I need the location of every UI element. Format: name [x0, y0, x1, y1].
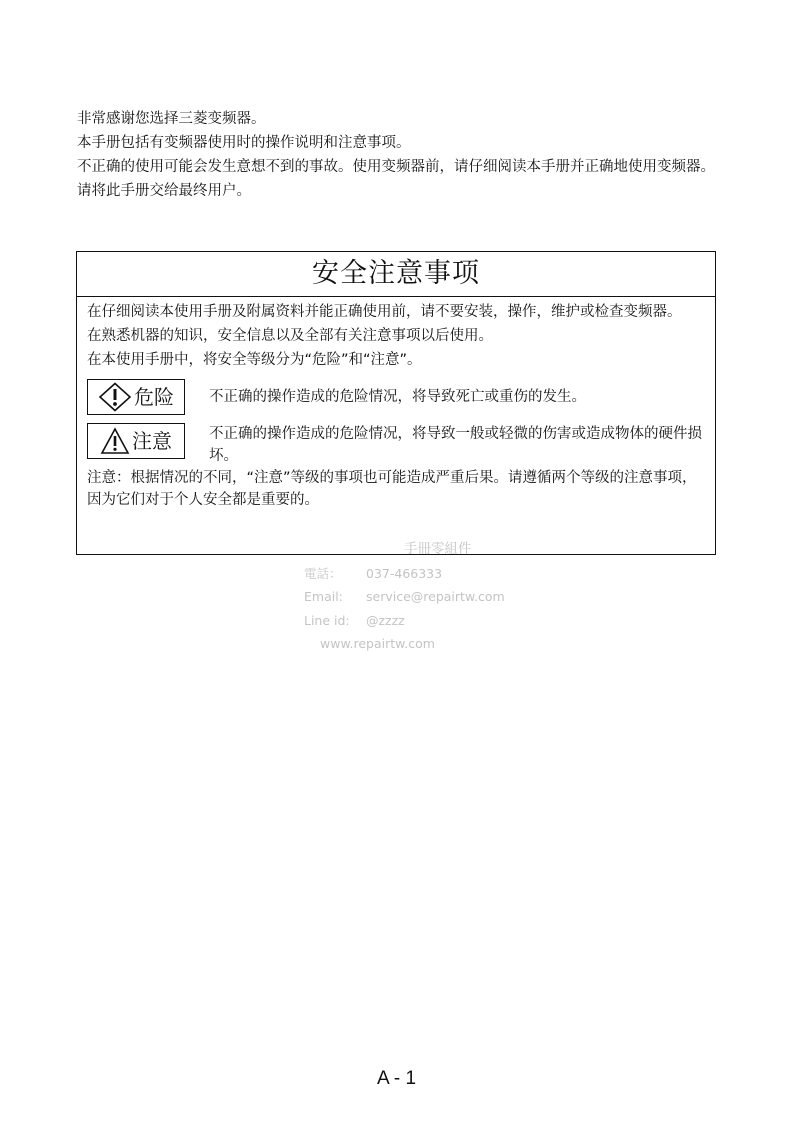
caution-level-row — [87, 423, 706, 467]
watermark-email-row — [304, 585, 505, 609]
intro-line: 请将此手册交给最终用户。 — [77, 183, 251, 199]
danger-description: 不正确的操作造成的危险情况，将导致死亡或重伤的发生。 — [209, 389, 586, 405]
caution-triangle-icon — [100, 427, 130, 455]
safety-paragraph: 在仔细阅读本使用手册及附属资料并能正确使用前，请不要安装，操作，维护或检查变频器。 — [87, 304, 682, 320]
safety-title: 安全注意事项 — [77, 252, 715, 297]
watermark-email: service@repairtw.com — [366, 589, 505, 604]
safety-note: 注意：根据情况的不同，“注意”等级的事项也可能造成严重后果。请遵循两个等级的注意事项，因为它们对于个人安全都是重要的。 — [87, 470, 697, 508]
page-number: A - 1 — [376, 1068, 417, 1089]
danger-diamond-icon — [98, 382, 132, 412]
watermark-email-label: Email: — [304, 589, 343, 604]
caution-description: 不正确的操作造成的危险情况，将导致一般或轻微的伤害或造成物体的硬件损坏。 — [209, 426, 702, 464]
safety-paragraph: 在熟悉机器的知识，安全信息以及全部有关注意事项以后使用。 — [87, 328, 493, 344]
watermark-line-id: @zzzz — [366, 612, 405, 628]
intro-line: 非常感谢您选择三菱变频器。 — [77, 111, 266, 127]
caution-label: 注意 — [132, 429, 172, 453]
watermark-line-label: Line id: — [304, 612, 350, 628]
caution-badge — [87, 423, 185, 459]
danger-label: 危险 — [134, 385, 174, 409]
safety-paragraph: 在本使用手册中，将安全等级分为“危险”和“注意”。 — [87, 352, 422, 368]
intro-line: 本手册包括有变频器使用时的操作说明和注意事项。 — [77, 135, 411, 151]
safety-body — [77, 297, 715, 511]
watermark-phone-row — [304, 562, 505, 586]
danger-badge — [87, 379, 185, 415]
watermark — [304, 538, 505, 656]
intro-text — [77, 108, 717, 204]
intro-line: 不正确的使用可能会发生意想不到的事故。使用变频器前，请仔细阅读本手册并正确地使用变频器。 — [77, 159, 715, 175]
watermark-phone-label: 電話： — [304, 565, 342, 581]
watermark-phone: 037-466333 — [366, 565, 443, 581]
watermark-company: 手冊零組件 — [404, 541, 472, 557]
safety-precautions-box — [76, 251, 716, 555]
watermark-line-row — [304, 609, 505, 633]
danger-level-row — [87, 379, 706, 415]
watermark-website: www.repairtw.com — [320, 636, 435, 651]
